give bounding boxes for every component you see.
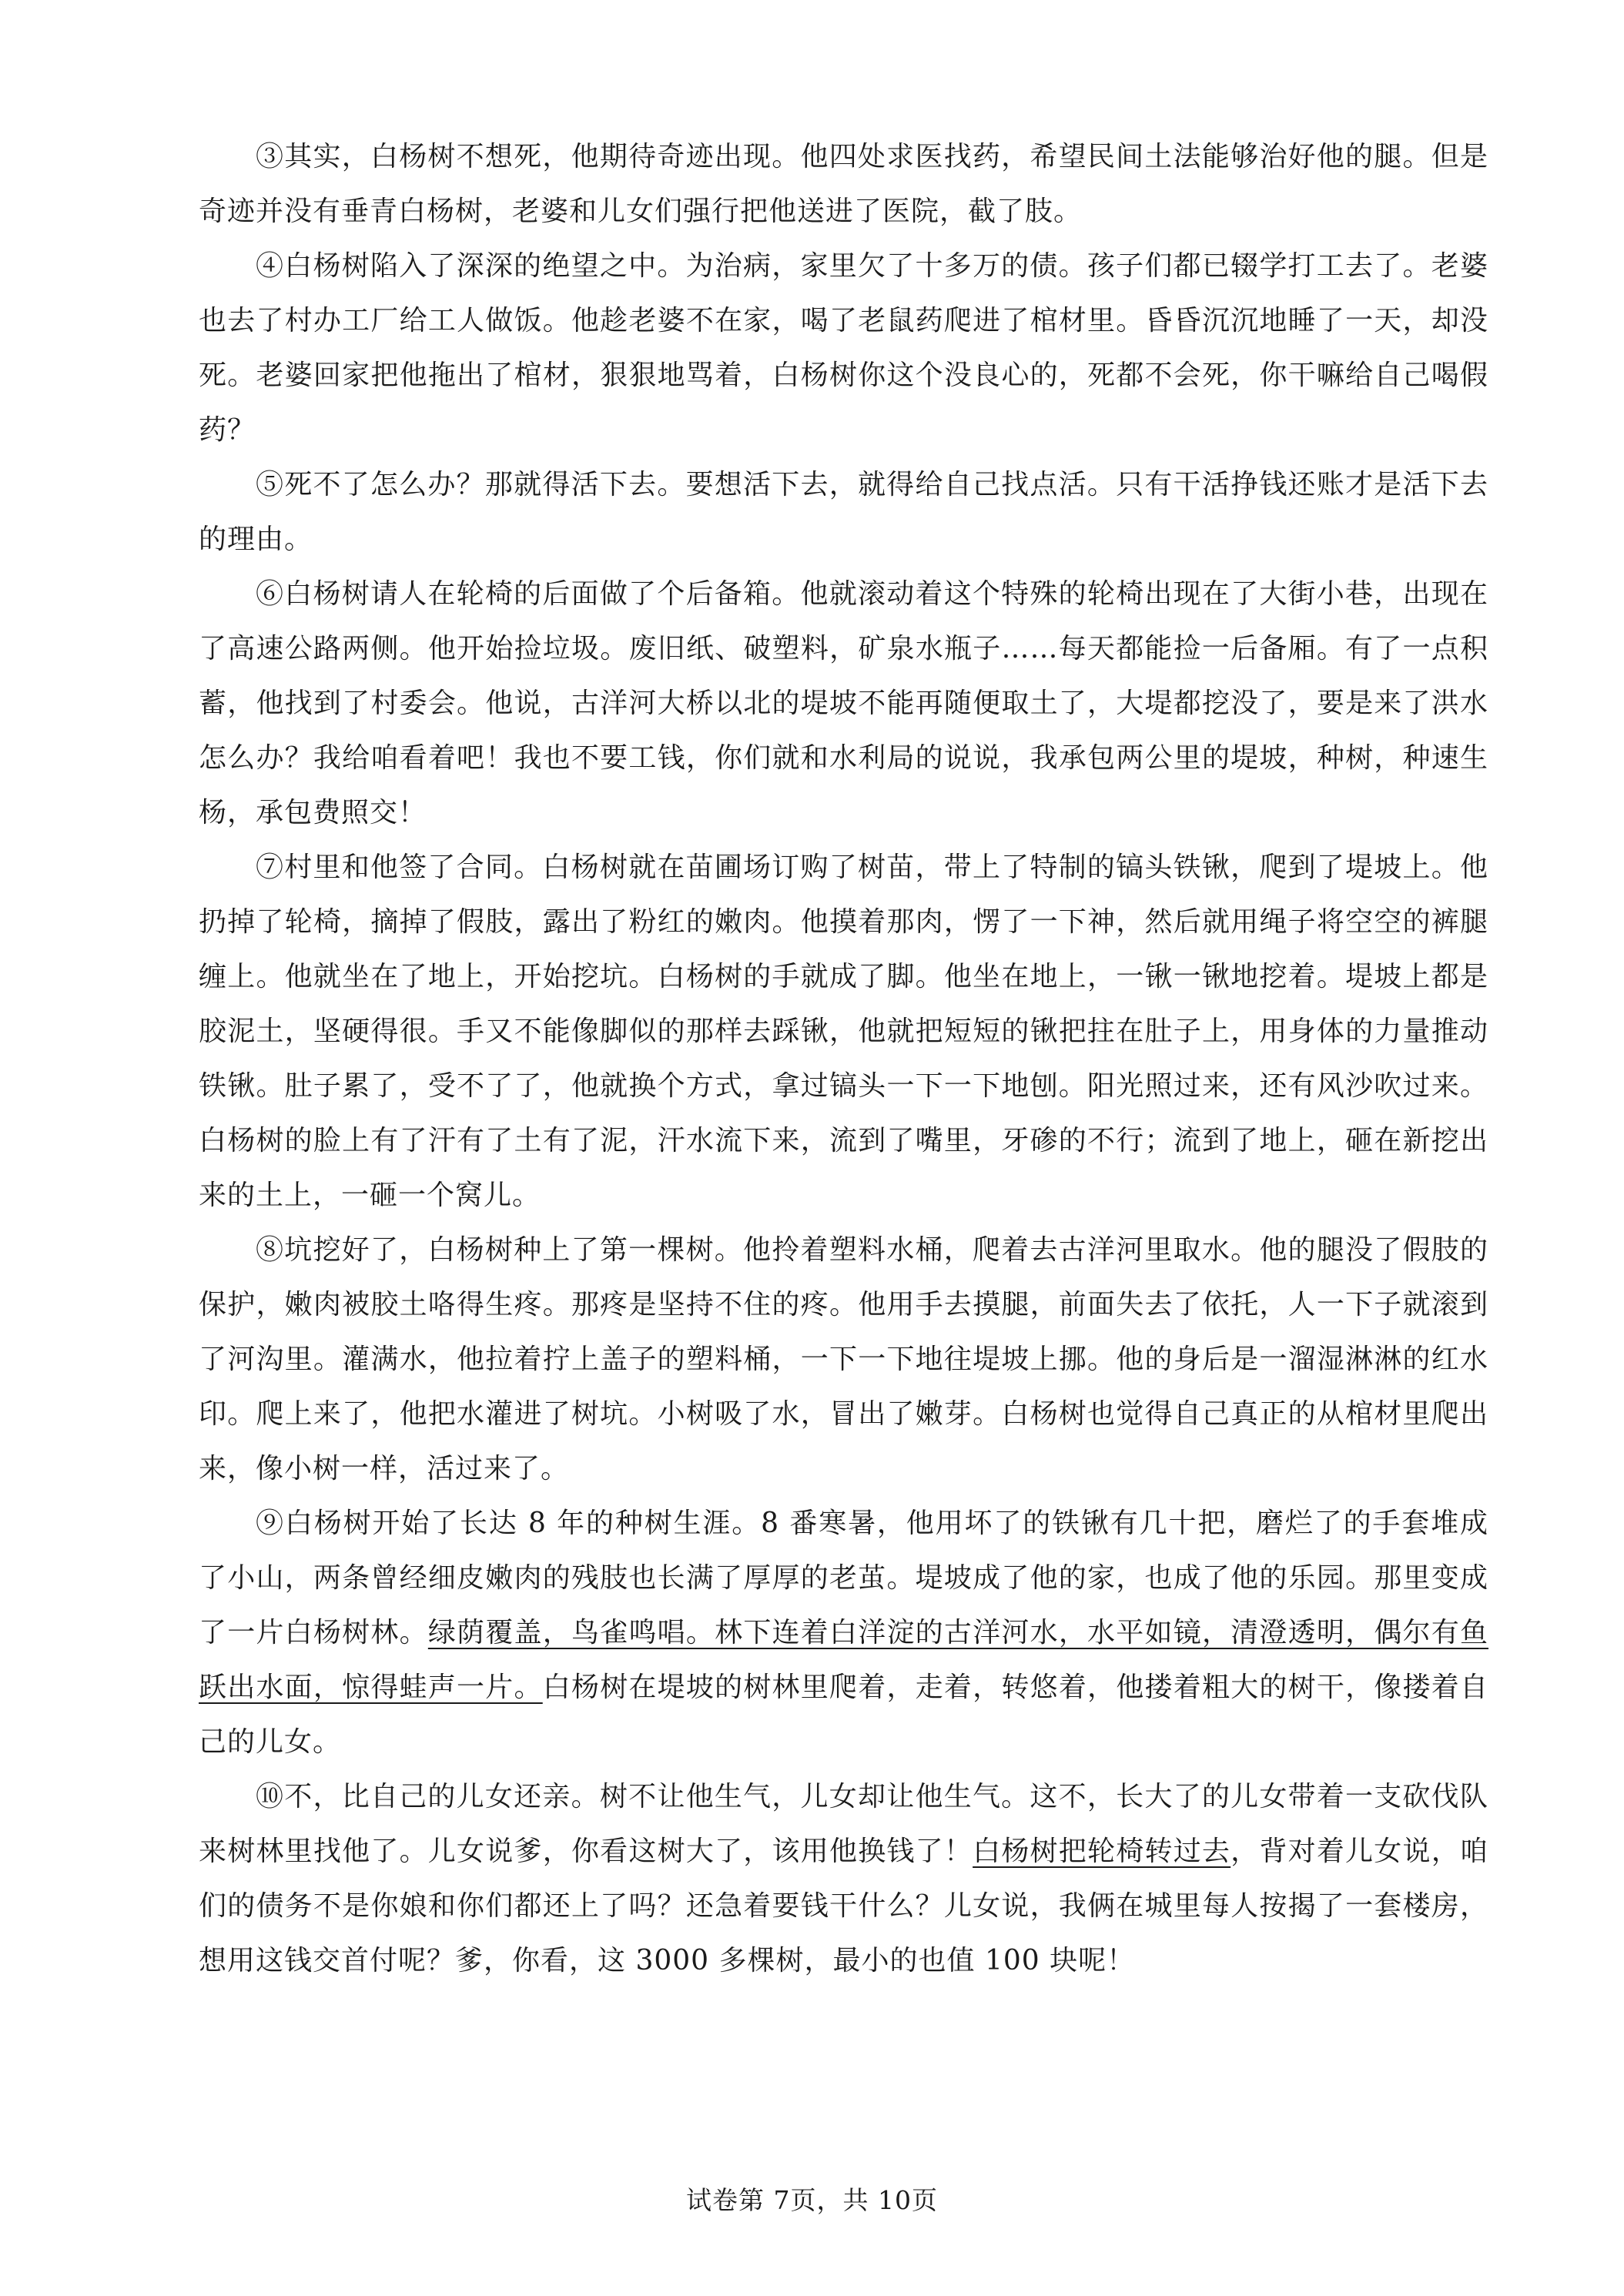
paragraph-9 — [199, 1496, 1488, 1769]
reading-passage — [199, 129, 1488, 1988]
paragraph-7 — [199, 840, 1488, 1223]
paragraph-8-text: ⑧坑挖好了，白杨树种上了第一棵树。他拎着塑料水桶，爬着去古洋河里取水。他的腿没了假肢的保护，嫩肉被胶土咯得生疼。那疼是坚持不住的疼。他用手去摸腿，前面失去了依托，人一下子就滚到了河沟里。灌满水，他拉着拧上盖子的塑料桶，一下一下地往堤坡上挪。他的身后是一溜湿淋淋的红水印。爬上来了，他把水灌进了树坑。小树吸了水，冒出了嫩芽。白杨树也觉得自己真正的从棺材里爬出来，像小树一样，活过来了。 — [199, 1234, 1488, 1484]
paragraph-6-text: ⑥白杨树请人在轮椅的后面做了个后备箱。他就滚动着这个特殊的轮椅出现在了大街小巷，出现在了高速公路两侧。他开始捡垃圾。废旧纸、破塑料，矿泉水瓶子……每天都能捡一后备厢。有了一点积蓄，他找到了村委会。他说，古洋河大桥以北的堤坡不能再随便取土了，大堤都挖没了，要是来了洪水怎么办？我给咱看着吧！我也不要工钱，你们就和水利局的说说，我承包两公里的堤坡，种树，种速生杨，承包费照交！ — [199, 578, 1488, 828]
paragraph-4-text: ④白杨树陷入了深深的绝望之中。为治病，家里欠了十多万的债。孩子们都已辍学打工去了。老婆也去了村办工厂给工人做饭。他趁老婆不在家，喝了老鼠药爬进了棺材里。昏昏沉沉地睡了一天，却没死。老婆回家把他拖出了棺材，狠狠地骂着，白杨树你这个没良心的，死都不会死，你干嘛给自己喝假药？ — [199, 250, 1488, 446]
paragraph-6 — [199, 567, 1488, 840]
paragraph-10 — [199, 1769, 1488, 1988]
paragraph-9-text-a: ⑨白杨树开始了长达 8 年的种树生涯。8 番寒暑，他用坏了的铁锹有几十把，磨烂了的手套堆成了小山，两条曾经细皮嫩肉的残肢也长满了厚厚的老茧。堤坡成了他的家，也成了他的乐园。那里变成了一片白杨树林。 — [199, 1508, 1488, 1648]
paragraph-3 — [199, 129, 1488, 239]
paragraph-10-text-b: ，背对着儿女说，咱们的债务不是你娘和你们都还上了吗？还急着要钱干什么？儿女说，我俩在城里每人按揭了一套楼房，想用这钱交首付呢？爹，你看，这 3000 多棵树，最小的也值 100 块呢！ — [199, 1836, 1488, 1976]
paragraph-9-text-b: 白杨树在堤坡的树林里爬着，走着，转悠着，他搂着粗大的树干，像搂着自己的儿女。 — [199, 1672, 1488, 1758]
paragraph-3-text: ③其实，白杨树不想死，他期待奇迹出现。他四处求医找药，希望民间土法能够治好他的腿。但是奇迹并没有垂青白杨树，老婆和儿女们强行把他送进了医院，截了肢。 — [199, 141, 1488, 227]
page-number-label: 试卷第 7页，共 10页 — [686, 2185, 938, 2215]
paragraph-8 — [199, 1223, 1488, 1496]
page-footer — [0, 2185, 1624, 2216]
paragraph-10-underlined-phrase: 白杨树把轮椅转过去 — [973, 1836, 1231, 1867]
paragraph-5 — [199, 457, 1488, 567]
paragraph-7-text: ⑦村里和他签了合同。白杨树就在苗圃场订购了树苗，带上了特制的镐头铁锹，爬到了堤坡上。他扔掉了轮椅，摘掉了假肢，露出了粉红的嫩肉。他摸着那肉，愣了一下神，然后就用绳子将空空的裤腿缠上。他就坐在了地上，开始挖坑。白杨树的手就成了脚。他坐在地上，一锹一锹地挖着。堤坡上都是胶泥土，坚硬得很。手又不能像脚似的那样去踩锹，他就把短短的锹把拄在肚子上，用身体的力量推动铁锹。肚子累了，受不了了，他就换个方式，拿过镐头一下一下地刨。阳光照过来，还有风沙吹过来。白杨树的脸上有了汗有了土有了泥，汗水流下来，流到了嘴里，牙碜的不行；流到了地上，砸在新挖出来的土上，一砸一个窝儿。 — [199, 852, 1488, 1211]
paragraph-10-text-a: ⑩不，比自己的儿女还亲。树不让他生气，儿女却让他生气。这不，长大了的儿女带着一支砍伐队来树林里找他了。儿女说爹，你看这树大了，该用他换钱了！ — [199, 1781, 1488, 1867]
paragraph-4 — [199, 239, 1488, 457]
paragraph-5-text: ⑤死不了怎么办？那就得活下去。要想活下去，就得给自己找点活。只有干活挣钱还账才是活下去的理由。 — [199, 469, 1488, 555]
paragraph-9-underlined-sentence: 绿荫覆盖，鸟雀鸣唱。林下连着白洋淀的古洋河水，水平如镜，清澄透明，偶尔有鱼跃出水面，惊得蛙声一片。 — [199, 1617, 1488, 1703]
